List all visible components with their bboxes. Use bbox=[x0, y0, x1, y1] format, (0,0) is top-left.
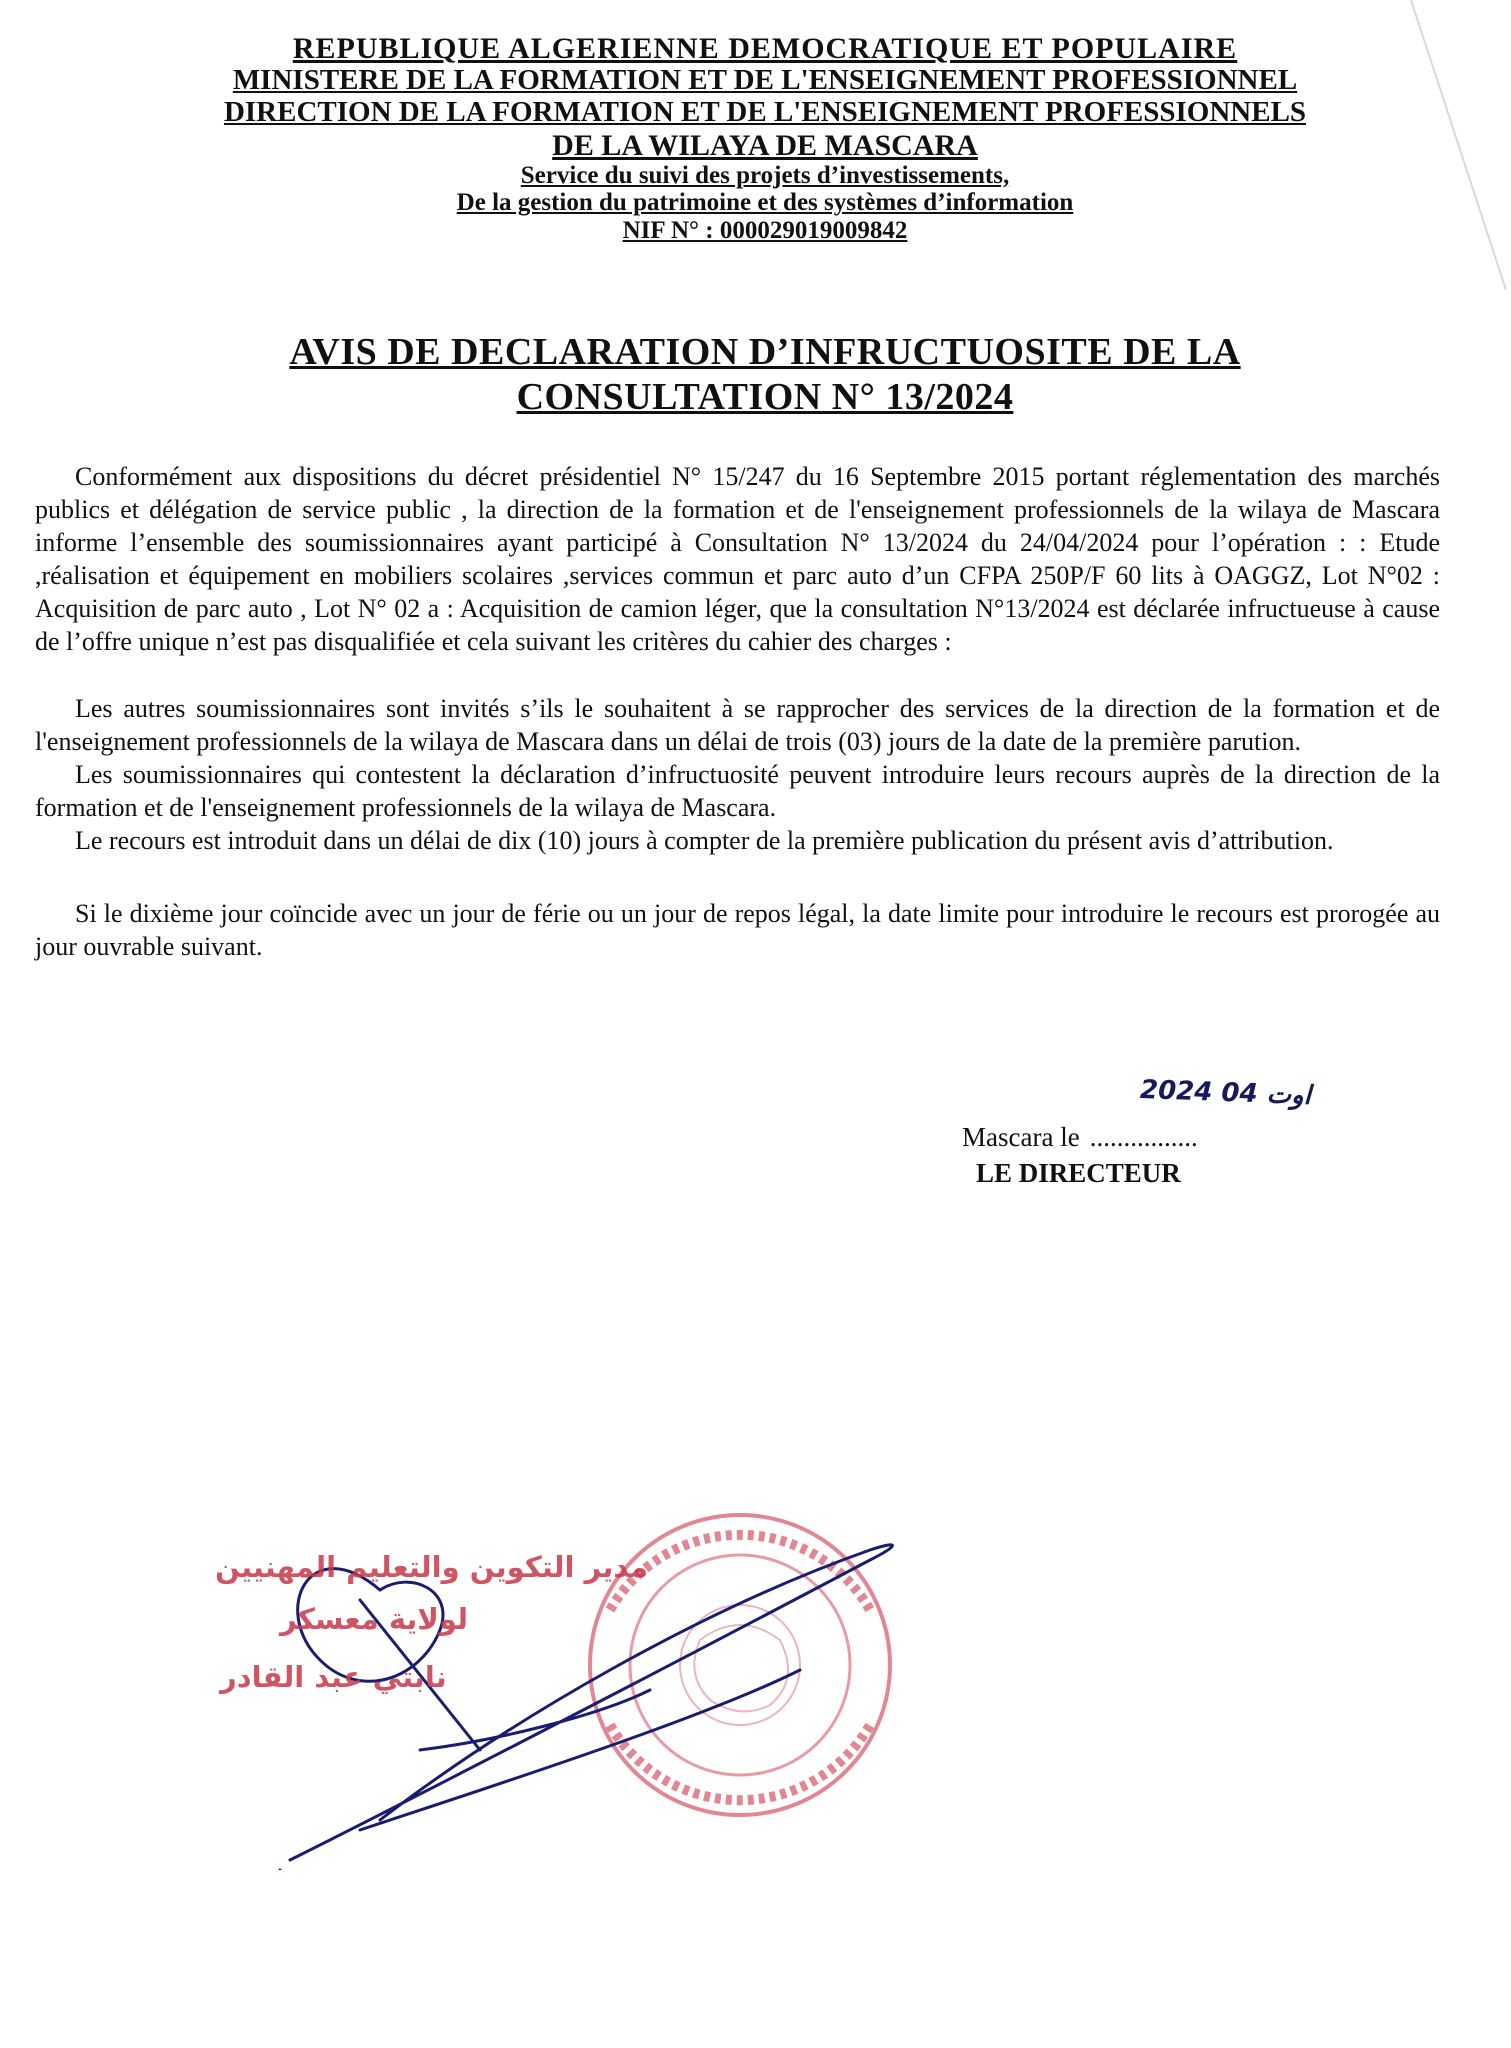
date-stamp: 2024 اوت 04 bbox=[1139, 1075, 1312, 1111]
notice-title-line-2: CONSULTATION N° 13/2024 bbox=[516, 375, 1014, 418]
stamp-and-signature bbox=[180, 1490, 940, 1870]
letterhead bbox=[150, 32, 1380, 244]
body-paragraph-contest: Les soumissionnaires qui contestent la déclaration d’infructuosité peuvent introduire leurs recours auprès de la direction de la formation et de l'enseignement professionnels de la wilaya de Mascara. bbox=[35, 760, 1440, 822]
signature-date-dots: ................ bbox=[1089, 1122, 1198, 1152]
page-fold-shadow bbox=[1391, 0, 1511, 300]
notice-body bbox=[35, 460, 1440, 963]
letterhead-service-detail: De la gestion du patrimoine et des systèmes d’information bbox=[456, 189, 1074, 217]
letterhead-republic: REPUBLIQUE ALGERIENNE DEMOCRATIQUE ET POPULAIRE bbox=[292, 32, 1238, 65]
letterhead-service: Service du suivi des projets d’investissements, bbox=[520, 161, 1010, 189]
signature-place-date bbox=[962, 1122, 1198, 1153]
signatory-title: LE DIRECTEUR bbox=[976, 1158, 1181, 1188]
body-paragraph-delay: Le recours est introduit dans un délai de dix (10) jours à compter de la première publication du présent avis d’attribution. bbox=[75, 826, 1334, 855]
handwritten-signature-icon bbox=[277, 1545, 892, 1870]
notice-title bbox=[150, 330, 1380, 420]
letterhead-nif: NIF N° : 000029019009842 bbox=[622, 216, 908, 244]
body-paragraph-holiday: Si le dixième jour coïncide avec un jour de férie ou un jour de repos légal, la date limite pour introduire le recours est prorogée au jour ouvrable suivant. bbox=[35, 899, 1440, 961]
notice-title-line-1: AVIS DE DECLARATION D’INFRUCTUOSITE DE LA bbox=[289, 331, 1241, 373]
signature-place-label: Mascara le bbox=[962, 1122, 1080, 1152]
stamp-text-line-3: نابتي عبد القادر bbox=[220, 1660, 447, 1694]
letterhead-ministry: MINISTERE DE LA FORMATION ET DE L'ENSEIGNEMENT PROFESSIONNEL bbox=[232, 64, 1298, 96]
letterhead-wilaya: DE LA WILAYA DE MASCARA bbox=[552, 128, 978, 162]
stamp-text-line-1: مدير التكوين والتعليم المهنيين bbox=[215, 1550, 649, 1584]
stamp-text-line-2: لولاية معسكر bbox=[280, 1602, 468, 1636]
body-paragraph-invitation: Les autres soumissionnaires sont invités s’ils le souhaitent à se rapprocher des services de la direction de la formation et de l'enseignement professionnels de la wilaya de Mascara dans un délai de trois (03) jours de la date de la première parution. bbox=[35, 694, 1440, 756]
letterhead-direction: DIRECTION DE LA FORMATION ET DE L'ENSEIGNEMENT PROFESSIONNELS bbox=[223, 95, 1307, 128]
body-paragraph-decree: Conformément aux dispositions du décret présidentiel N° 15/247 du 16 Septembre 2015 portant réglementation des marchés publics et délégation de service public , la direction de la formation et de l'enseignement professionnels de la wilaya de Mascara informe l’ensemble des soumissionnaires ayant participé à Consultation N° 13/2024 du 24/04/2024 pour l’opération : : Etude ,réalisation et équipement en mobiliers scolaires ,services commun et parc auto d’un CFPA 250P/F 60 lits à OAGGZ, Lot N°02 : Acquisition de parc auto , Lot N° 02 a : Acquisition de camion léger, que la consultation N°13/2024 est déclarée infructueuse à cause de l’offre unique n’est pas disqualifiée et cela suivant les critères du cahier des charges : bbox=[35, 462, 1440, 656]
